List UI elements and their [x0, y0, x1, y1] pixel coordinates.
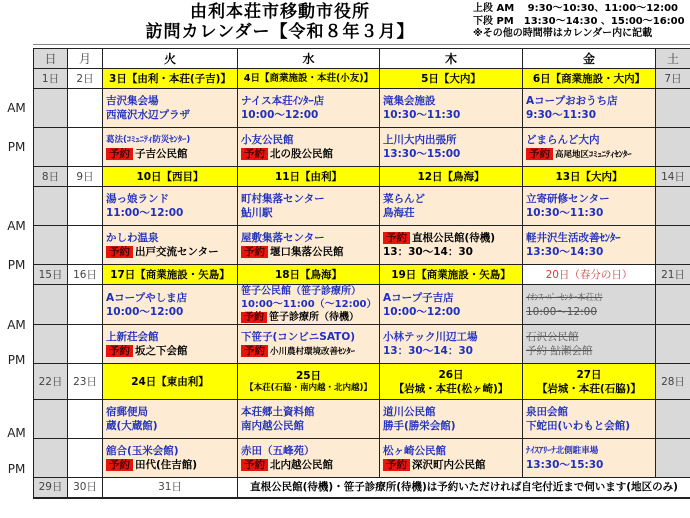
date-sun: 29日 [34, 478, 68, 498]
date-thu: 26日 【岩城・本荘(松ヶ崎)】 [380, 364, 523, 400]
date-sat: 14日 [656, 167, 690, 187]
visit-cell: Aコープおおうち店 9:30～11:30 [523, 89, 656, 128]
pm-label: PM [7, 258, 26, 272]
visit-cell: Aコープやしま店 10:00～12:00 [103, 285, 238, 325]
date-sun: 1日 [34, 69, 68, 89]
date-sun: 15日 [34, 265, 68, 285]
pm-label: PM [7, 353, 26, 367]
visit-cell: 軽井沢生活改善ｾﾝﾀｰ 13:30～14:30 [523, 226, 656, 265]
visit-cell: 上新荘会館 予約 坂之下会館 [103, 325, 238, 364]
visit-cell: 笹子公民館（笹子診療所） 10:00～11:00（～12:00） 予約 笹子診療所（待機） [238, 285, 380, 325]
reserve-badge: 予約 [106, 459, 133, 471]
date-fri: 27日 【岩城・本荘(石脇)】 [523, 364, 656, 400]
week-3-dates [34, 265, 690, 285]
am-label: AM [7, 426, 26, 440]
visit-cell: ﾅｲｽｱﾘｰﾅ北側駐車場 13:30～15:30 [523, 439, 656, 478]
visit-cell: 町村集落センター 鮎川駅 [238, 187, 380, 226]
date-mon: 9日 [68, 167, 103, 187]
legend-note: ※その他の時間帯はカレンダー内に記載 [473, 28, 653, 39]
week-4-pm [34, 439, 690, 478]
week-4-am [34, 400, 690, 439]
week-1-pm [34, 128, 690, 167]
week-4-dates [34, 364, 690, 400]
date-tue: 17日【商業施設・矢島】 [103, 265, 238, 285]
date-thu: 12日【鳥海】 [380, 167, 523, 187]
date-mon: 2日 [68, 69, 103, 89]
date-sun: 8日 [34, 167, 68, 187]
week-1-am [34, 89, 690, 128]
date-fri: 6日【商業施設・大内】 [523, 69, 656, 89]
reserve-badge: 予約 [106, 345, 133, 357]
visit-cell: 泉田会館 下蛇田(いわもと会館) [523, 400, 656, 439]
am-label: AM [7, 318, 26, 332]
weekday-header [34, 49, 690, 69]
date-sat: 21日 [656, 265, 690, 285]
week-2-am [34, 187, 690, 226]
week-3-am [34, 285, 690, 325]
footer-note: 直根公民館(待機)・笹子診療所(待機)は予約いただければ自宅付近まで伺います(地区のみ) [238, 478, 690, 498]
weekday-tue: 火 [103, 49, 238, 69]
visit-cell: 下笹子(コンビニSATO) 予約 小川農村環境改善ｾﾝﾀｰ [238, 325, 380, 364]
cancelled-cell: 石沢公民館 予約 鮎瀬会館 [523, 325, 656, 364]
date-tue: 24日【東由利】 [103, 364, 238, 400]
visit-cell: 湯っ娘ランド 11:00～12:00 [103, 187, 238, 226]
weekday-sun: 日 [34, 49, 68, 69]
reserve-badge: 予約 [241, 312, 267, 323]
reserve-badge: 予約 [241, 459, 268, 471]
date-mon: 30日 [68, 478, 103, 498]
weekday-mon: 月 [68, 49, 103, 69]
date-mon: 16日 [68, 265, 103, 285]
week-2-pm [34, 226, 690, 265]
date-mon: 23日 [68, 364, 103, 400]
date-thu: 5日【大内】 [380, 69, 523, 89]
weekday-thu: 木 [380, 49, 523, 69]
date-wed: 18日【鳥海】 [238, 265, 380, 285]
visit-cell: 赤田（五峰苑） 予約 北内越公民館 [238, 439, 380, 478]
week-3-pm [34, 325, 690, 364]
week-2-dates [34, 167, 690, 187]
reserve-badge: 予約 [241, 246, 268, 258]
visit-cell: 道川公民館 勝手(勝栄会館) [380, 400, 523, 439]
visit-calendar [33, 48, 690, 499]
visit-cell: 吉沢集会場 西滝沢水辺プラザ [103, 89, 238, 128]
visit-cell: 予約 直根公民館(待機) 13：30～14：30 [380, 226, 523, 265]
am-label: AM [7, 219, 26, 233]
reserve-badge: 予約 [241, 345, 268, 357]
date-sat: 7日 [656, 69, 690, 89]
reserve-badge: 予約 [106, 148, 133, 160]
visit-cell: 宿郵便局 蔵(大蔵館) [103, 400, 238, 439]
visit-cell: 葛法(ｺﾐｭﾆﾃｨ防災ｾﾝﾀｰ) 予約 子吉公民館 [103, 128, 238, 167]
visit-cell: 立寄研修センター 10:30～11:30 [523, 187, 656, 226]
legend-am: 上段 AM 9:30～10:30、11:00～12:00 [473, 3, 679, 14]
visit-cell: 上川大内出張所 13:30～15:00 [380, 128, 523, 167]
visit-cell: どまらんど大内 予約 高尾地区ｺﾐｭﾆﾃｨｾﾝﾀｰ [523, 128, 656, 167]
week-1-dates [34, 69, 690, 89]
date-tue: 3日【由利・本荘(子吉)】 [103, 69, 238, 89]
date-sun: 22日 [34, 364, 68, 400]
reserve-badge: 予約 [383, 459, 410, 471]
date-thu: 19日【商業施設・矢島】 [380, 265, 523, 285]
cancelled-cell: ｲｵﾝｽｰﾊﾟｰｾﾝﾀｰ本荘店 10:00～12:00 [523, 285, 656, 325]
legend-pm: 下段 PM 13:30～14:30 、15:00～16:00 [473, 15, 685, 27]
date-wed: 25日 【本荘(石脇・南内越・北内越)】 [238, 364, 380, 400]
visit-cell: ナイス本荘ｲﾝﾀｰ店 10:00～12:00 [238, 89, 380, 128]
visit-cell: 小友公民館 予約 北の股公民館 [238, 128, 380, 167]
reserve-badge: 予約 [106, 246, 133, 258]
date-sat: 28日 [656, 364, 690, 400]
visit-cell: 菜らんど 鳥海荘 [380, 187, 523, 226]
visit-cell: 滝集会施設 10:30～11:30 [380, 89, 523, 128]
visit-cell: 本荘郷土資料館 南内越公民館 [238, 400, 380, 439]
date-tue: 31日 [103, 478, 238, 498]
visit-cell: 舘合(玉米会館) 予約 田代(住吉館) [103, 439, 238, 478]
weekday-fri: 金 [523, 49, 656, 69]
reserve-badge: 予約 [241, 148, 268, 160]
visit-cell: 小林テック川辺工場 13：30～14：30 [380, 325, 523, 364]
weekday-sat: 土 [656, 49, 690, 69]
weekday-wed: 水 [238, 49, 380, 69]
pm-label: PM [7, 462, 26, 476]
date-wed: 11日【由利】 [238, 167, 380, 187]
visit-cell: Aコープ子吉店 10:00～12:00 [380, 285, 523, 325]
title-line1: 由利本荘市移動市役所 [190, 2, 370, 22]
title-line2: 訪問カレンダー【令和８年３月】 [145, 22, 415, 42]
visit-cell: かしわ温泉 予約 出戸交流センター [103, 226, 238, 265]
divider [33, 44, 690, 45]
am-label: AM [7, 101, 26, 115]
week-5-dates [34, 478, 690, 498]
date-wed: 4日【商業施設・本荘(小友)】 [238, 69, 380, 89]
date-fri: 13日【大内】 [523, 167, 656, 187]
date-fri-holiday: 20日（春分の日） [523, 265, 656, 285]
reserve-badge: 予約 [383, 232, 410, 244]
visit-cell: 屋敷集落センター 予約 堰口集落公民館 [238, 226, 380, 265]
time-legend [473, 3, 685, 41]
page-title [100, 2, 460, 42]
date-tue: 10日【西目】 [103, 167, 238, 187]
pm-label: PM [7, 140, 26, 154]
reserve-badge: 予約 [526, 148, 553, 160]
visit-cell: 松ヶ崎公民館 予約 深沢町内公民館 [380, 439, 523, 478]
